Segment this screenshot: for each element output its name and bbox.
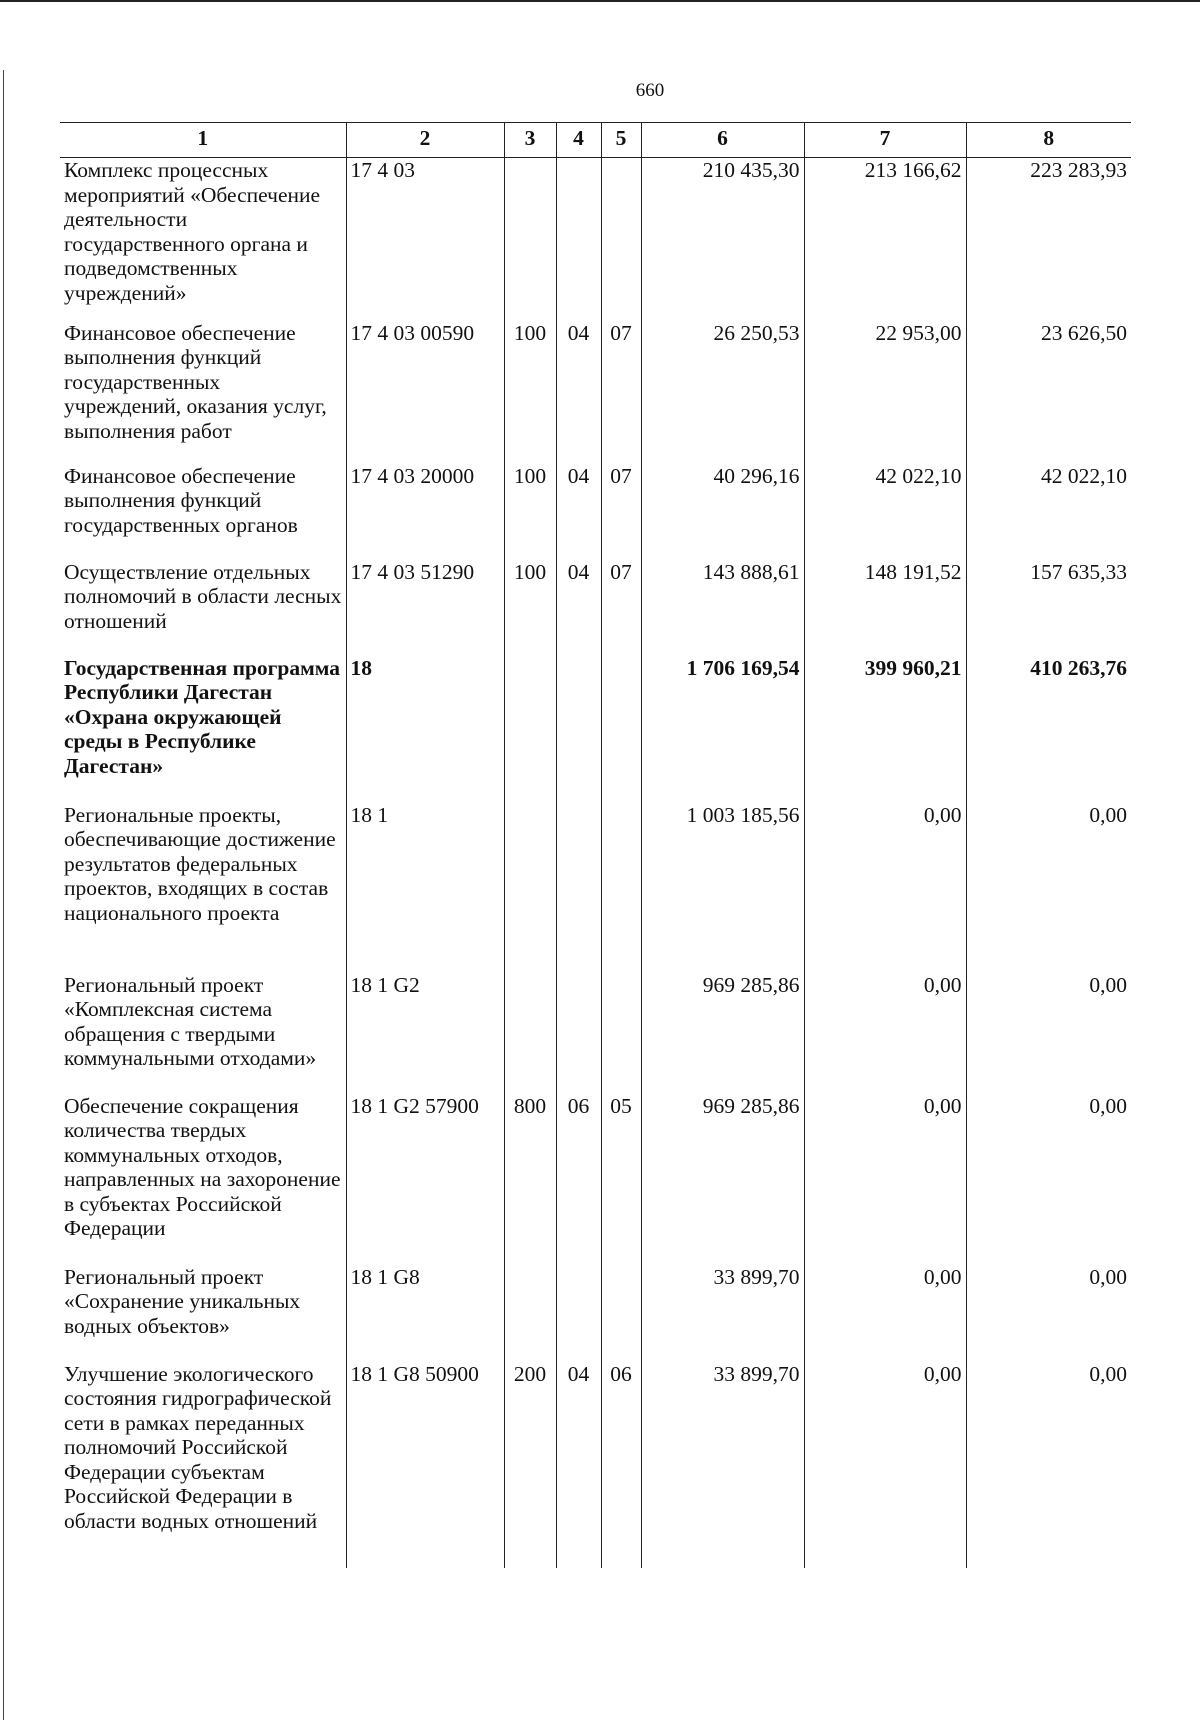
row-value-8: 0,00 <box>966 1265 1131 1362</box>
row-rz: 04 <box>556 321 601 464</box>
row-value-8: 42 022,10 <box>966 464 1131 560</box>
row-name: Региональный проект «Комплексная система обращения с твердыми коммунальными отходами» <box>60 973 346 1094</box>
table-row <box>60 321 1131 464</box>
row-value-8: 0,00 <box>966 803 1131 973</box>
row-value-7: 399 960,21 <box>804 656 966 803</box>
table-row <box>60 158 1131 321</box>
row-vr: 800 <box>504 1094 556 1265</box>
column-header: 5 <box>601 123 641 158</box>
column-header: 8 <box>966 123 1131 158</box>
row-vr: 100 <box>504 560 556 656</box>
column-header: 4 <box>556 123 601 158</box>
row-value-7: 213 166,62 <box>804 158 966 321</box>
row-value-8: 157 635,33 <box>966 560 1131 656</box>
row-rz: 04 <box>556 464 601 560</box>
row-code: 18 <box>346 656 504 803</box>
row-value-6: 969 285,86 <box>641 1094 804 1265</box>
row-value-8: 0,00 <box>966 973 1131 1094</box>
row-value-6: 33 899,70 <box>641 1362 804 1568</box>
row-vr: 100 <box>504 464 556 560</box>
row-pr <box>601 803 641 973</box>
row-name: Комплекс процессных мероприятий «Обеспечение деятельности государственного органа и подведомственных учреждений» <box>60 158 346 321</box>
row-value-6: 26 250,53 <box>641 321 804 464</box>
row-pr: 07 <box>601 560 641 656</box>
row-value-8: 0,00 <box>966 1362 1131 1568</box>
column-header: 1 <box>60 123 346 158</box>
row-value-7: 0,00 <box>804 803 966 973</box>
row-code: 18 1 G2 57900 <box>346 1094 504 1265</box>
row-code: 18 1 G8 50900 <box>346 1362 504 1568</box>
row-pr: 07 <box>601 464 641 560</box>
page-number: 660 <box>635 80 665 101</box>
row-name: Государственная программа Республики Дагестан «Охрана окружающей среды в Республике Дагестан» <box>60 656 346 803</box>
row-vr <box>504 158 556 321</box>
table-row <box>60 1094 1131 1265</box>
row-rz <box>556 1265 601 1362</box>
column-header: 7 <box>804 123 966 158</box>
row-vr <box>504 803 556 973</box>
row-pr: 07 <box>601 321 641 464</box>
row-value-7: 0,00 <box>804 1265 966 1362</box>
row-value-6: 33 899,70 <box>641 1265 804 1362</box>
table-row <box>60 656 1131 803</box>
row-value-8: 23 626,50 <box>966 321 1131 464</box>
row-pr <box>601 158 641 321</box>
table-row <box>60 803 1131 973</box>
row-value-6: 1 706 169,54 <box>641 656 804 803</box>
row-rz <box>556 973 601 1094</box>
row-value-7: 0,00 <box>804 1362 966 1568</box>
row-value-6: 40 296,16 <box>641 464 804 560</box>
row-value-7: 0,00 <box>804 973 966 1094</box>
row-pr <box>601 656 641 803</box>
table-row <box>60 1265 1131 1362</box>
row-value-6: 969 285,86 <box>641 973 804 1094</box>
row-value-6: 1 003 185,56 <box>641 803 804 973</box>
row-rz <box>556 803 601 973</box>
row-value-7: 42 022,10 <box>804 464 966 560</box>
row-rz: 06 <box>556 1094 601 1265</box>
row-rz <box>556 158 601 321</box>
row-vr: 100 <box>504 321 556 464</box>
row-name: Финансовое обеспечение выполнения функций государственных органов <box>60 464 346 560</box>
top-rule <box>0 0 1200 2</box>
row-value-8: 223 283,93 <box>966 158 1131 321</box>
row-name: Обеспечение сокращения количества твердых коммунальных отходов, направленных на захоронение в субъектах Российской Федерации <box>60 1094 346 1265</box>
table-row <box>60 464 1131 560</box>
row-pr: 06 <box>601 1362 641 1568</box>
row-value-7: 148 191,52 <box>804 560 966 656</box>
row-name: Осуществление отдельных полномочий в области лесных отношений <box>60 560 346 656</box>
row-vr: 200 <box>504 1362 556 1568</box>
row-value-8: 0,00 <box>966 1094 1131 1265</box>
row-value-7: 22 953,00 <box>804 321 966 464</box>
table-row <box>60 973 1131 1094</box>
row-name: Региональный проект «Сохранение уникальных водных объектов» <box>60 1265 346 1362</box>
row-rz: 04 <box>556 560 601 656</box>
column-header: 6 <box>641 123 804 158</box>
header-row <box>60 123 1131 158</box>
row-code: 18 1 G2 <box>346 973 504 1094</box>
row-vr <box>504 656 556 803</box>
row-vr <box>504 973 556 1094</box>
table-row <box>60 1362 1131 1568</box>
row-code: 17 4 03 00590 <box>346 321 504 464</box>
row-rz: 04 <box>556 1362 601 1568</box>
row-value-6: 210 435,30 <box>641 158 804 321</box>
row-vr <box>504 1265 556 1362</box>
row-value-6: 143 888,61 <box>641 560 804 656</box>
budget-table <box>60 122 1131 1568</box>
row-code: 18 1 <box>346 803 504 973</box>
row-name: Улучшение экологического состояния гидрографической сети в рамках переданных полномочий Российской Федерации субъектам Российской Федерации в области водных отношений <box>60 1362 346 1568</box>
row-rz <box>556 656 601 803</box>
row-name: Региональные проекты, обеспечивающие достижение результатов федеральных проектов, входящих в состав национального проекта <box>60 803 346 973</box>
row-code: 17 4 03 <box>346 158 504 321</box>
row-pr <box>601 973 641 1094</box>
row-pr <box>601 1265 641 1362</box>
row-value-8: 410 263,76 <box>966 656 1131 803</box>
row-code: 18 1 G8 <box>346 1265 504 1362</box>
row-name: Финансовое обеспечение выполнения функций государственных учреждений, оказания услуг, выполнения работ <box>60 321 346 464</box>
table-row <box>60 560 1131 656</box>
row-code: 17 4 03 51290 <box>346 560 504 656</box>
left-margin-rule <box>3 70 4 1720</box>
row-value-7: 0,00 <box>804 1094 966 1265</box>
row-pr: 05 <box>601 1094 641 1265</box>
column-header: 3 <box>504 123 556 158</box>
row-code: 17 4 03 20000 <box>346 464 504 560</box>
column-header: 2 <box>346 123 504 158</box>
